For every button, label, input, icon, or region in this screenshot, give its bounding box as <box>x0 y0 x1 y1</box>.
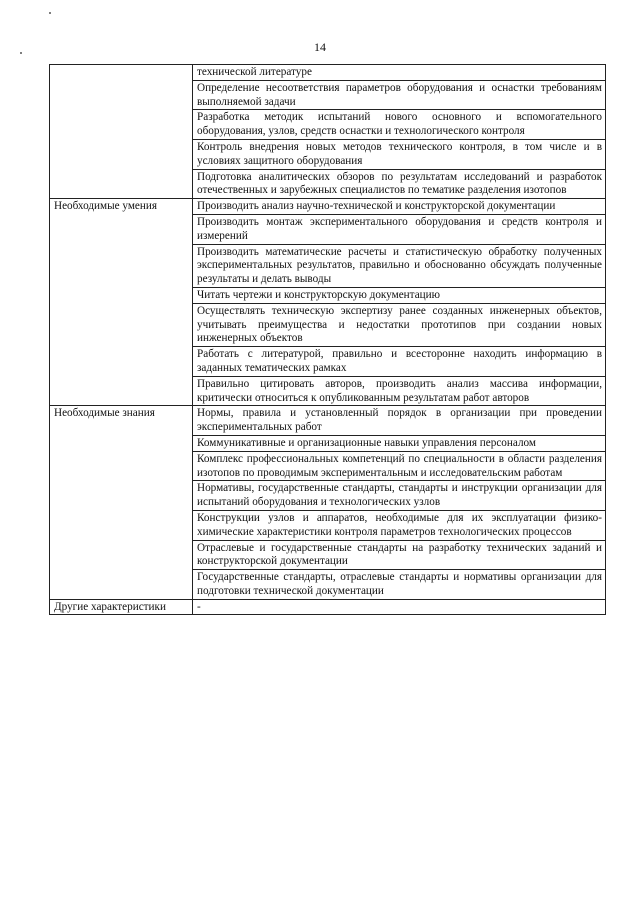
requirement-cell: Государственные стандарты, отраслевые стандарты и нормативы организации для подготовки технической документации <box>193 570 606 600</box>
requirement-cell: Определение несоответствия параметров оборудования и оснастки требованиям выполняемой задачи <box>193 80 606 110</box>
table-row <box>50 199 606 215</box>
requirement-cell: Коммуникативные и организационные навыки управления персоналом <box>193 435 606 451</box>
section-label: Необходимые умения <box>50 199 193 406</box>
requirement-cell: Правильно цитировать авторов, производить анализ массива информации, критически относиться к опубликованным результатам работ авторов <box>193 376 606 406</box>
table-row <box>50 65 606 81</box>
requirement-cell: - <box>193 599 606 615</box>
requirement-cell: Контроль внедрения новых методов технического контроля, в том числе и в условиях защитного оборудования <box>193 139 606 169</box>
scan-speck <box>49 12 51 14</box>
requirement-cell: Осуществлять техническую экспертизу ранее созданных инженерных объектов, учитывать преимущества и недостатки прототипов при создании новых инженерных объектов <box>193 303 606 346</box>
section-label: Необходимые знания <box>50 406 193 599</box>
requirement-cell: Нормативы, государственные стандарты, стандарты и инструкции организации для испытаний оборудования и технологических узлов <box>193 481 606 511</box>
table-body <box>50 65 606 615</box>
requirement-cell: технической литературе <box>193 65 606 81</box>
requirement-cell: Нормы, правила и установленный порядок в организации при проведении экспериментальных работ <box>193 406 606 436</box>
section-label: Другие характеристики <box>50 599 193 615</box>
requirement-cell: Конструкции узлов и аппаратов, необходимые для их эксплуатации физико-химические характеристики контроля параметров технологических процессов <box>193 510 606 540</box>
section-label <box>50 65 193 199</box>
requirement-cell: Подготовка аналитических обзоров по результатам исследований и разработок отечественных и зарубежных специалистов по тематике разделения изотопов <box>193 169 606 199</box>
page-number: 14 <box>314 40 326 54</box>
requirement-cell: Производить математические расчеты и статистическую обработку полученных экспериментальных результатов, правильно и обоснованно обсуждать полученные результаты и делать выводы <box>193 244 606 287</box>
requirement-cell: Работать с литературой, правильно и всесторонне находить информацию в заданных тематических рамках <box>193 347 606 377</box>
requirement-cell: Читать чертежи и конструкторскую документацию <box>193 287 606 303</box>
requirement-cell: Комплекс профессиональных компетенций по специальности в области разделения изотопов по проводимым экспериментальным и исследовательским работам <box>193 451 606 481</box>
competency-table <box>49 64 606 615</box>
requirement-cell: Разработка методик испытаний нового основного и вспомогательного оборудования, узлов, средств оснастки и технологического контроля <box>193 110 606 140</box>
requirement-cell: Производить монтаж экспериментального оборудования и средств контроля и измерений <box>193 214 606 244</box>
requirement-cell: Производить анализ научно-технической и конструкторской документации <box>193 199 606 215</box>
requirement-cell: Отраслевые и государственные стандарты на разработку технических заданий и конструкторской документации <box>193 540 606 570</box>
table-row <box>50 406 606 436</box>
table-row <box>50 599 606 615</box>
